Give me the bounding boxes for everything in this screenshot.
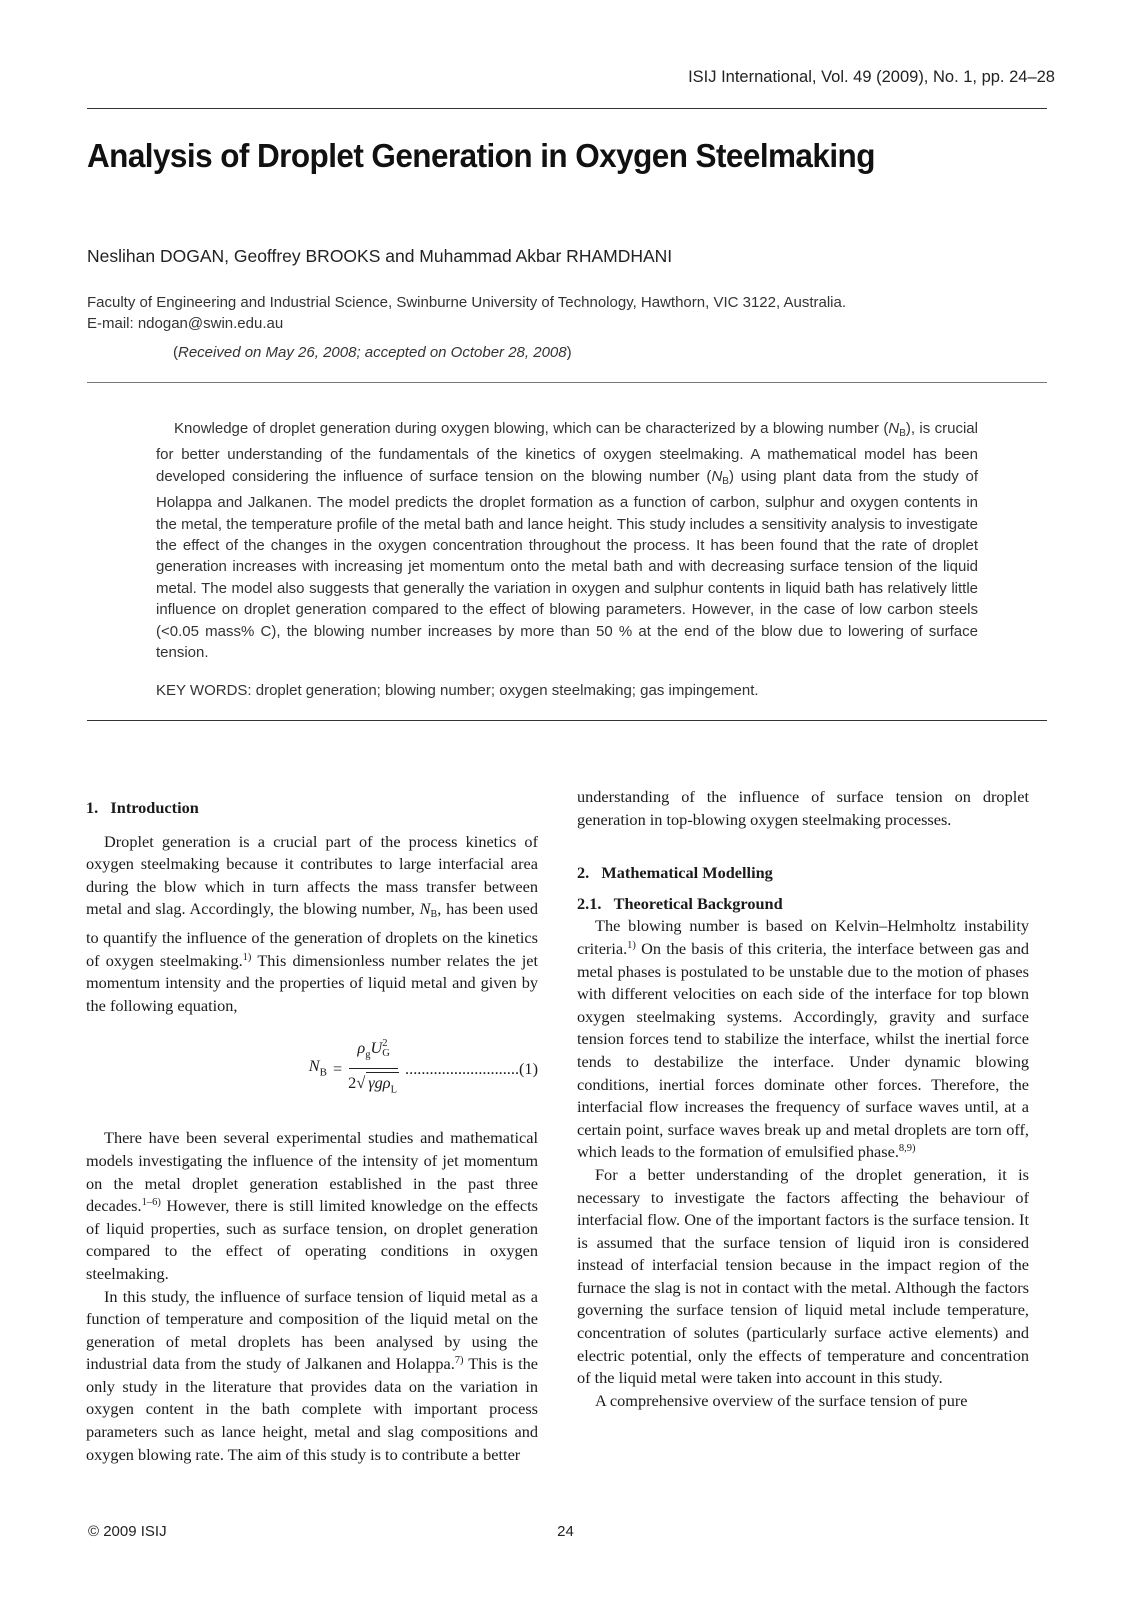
equation-denominator [348, 1069, 399, 1102]
abstract [156, 418, 978, 663]
subsection-heading-theoretical-background: 2.1. Theoretical Background [577, 893, 783, 913]
citation-ref[interactable]: 7) [454, 1355, 464, 1367]
equation-number: (1) [519, 1059, 538, 1079]
intro-paragraph-3 [86, 1286, 538, 1467]
equation-lhs-symbol: N [308, 1055, 320, 1075]
abstract-subscript-2: B [722, 475, 729, 487]
intro-p1-symbol: N [419, 899, 431, 919]
affiliation [87, 292, 846, 334]
citation-ref[interactable]: 1) [627, 939, 636, 951]
intro-p1-text-b: , has been used to quantify the influence of the generation of droplets on the kinetics of oxygen steelmaking. [86, 899, 539, 970]
intro-p3-text-b: This is the only study in the literature that provides data on the variation in oxygen content in the bath complete with important process parameters such as lance height, metal and slag compositions and oxygen blowing rate. The aim of this study is to contribute a better [86, 1354, 538, 1464]
abstract-subscript-1: B [899, 428, 906, 439]
intro-paragraph-1 [86, 831, 538, 1018]
received-dates [173, 344, 572, 361]
equation-radicand-subscript: L [390, 1084, 398, 1096]
page-number: 24 [557, 1523, 574, 1540]
equation-velocity-superscript: 2 [382, 1037, 388, 1049]
right-column [577, 786, 1029, 1412]
abstract-symbol-2: N [711, 467, 723, 485]
equation-root-sign: √ [356, 1073, 366, 1093]
intro-p3-text-a: In this study, the influence of surface tension of liquid metal as a function of temperature and composition of the liquid metal on the generation of metal droplets has been analysed by using the industrial data from the study of Jalkanen and Holappa. [86, 1286, 538, 1374]
intro-p2-text-b: However, there is still limited knowledge on the effects of liquid properties, such as surface tension, on droplet generation compared to the effect of operating conditions in oxygen steelmaking. [86, 1196, 538, 1283]
equation-fraction [348, 1037, 399, 1103]
theory-paragraph-2: For a better understanding of the droplet generation, it is necessary to investigate the factors affecting the behaviour of interfacial flow. One of the important factors is the surface tension. It is assumed that the surface tension of liquid iron is considered instead of interfacial tension because in the impact region of the furnace the slag is not in contact with the metal. Although the factors governing the surface tension of liquid metal include temperature, concentration of solutes (particularly surface active elements) and electric potential, only the effects of temperature and concentration of the liquid metal were taken into account in this study. [577, 1164, 1029, 1388]
abstract-symbol-1: N [888, 420, 900, 437]
citation-ref[interactable]: 1) [242, 951, 252, 963]
intro-p2-text-a: There have been several experimental studies and mathematical models investigating the influence of the intensity of jet momentum on the metal droplet generation established in the past three decades. [86, 1128, 538, 1216]
equation-numerator [349, 1037, 397, 1070]
intro-paragraph-2 [86, 1127, 538, 1285]
equation-leader-dots: ............................ [405, 1059, 520, 1079]
received-text: Received on May 26, 2008; accepted on October 28, 2008 [178, 344, 567, 361]
equation-lhs-subscript: B [319, 1066, 327, 1079]
equation-radicand-expr: γgρ [368, 1073, 391, 1093]
equation-rho-g-subscript: g [365, 1048, 371, 1060]
theory-p1-text-b: On the basis of this criteria, the interface between gas and metal phases is postulated to be unstable due to the motion of phases with different velocities on each side of the interface for top blown oxygen steelmaking systems. Accordingly, gravity and surface tension forces tend to stabilize the interface, whilst the inertial force tends to destabilize the interface. Under dynamic blowing conditions, inertial forces dominate other forces. Therefore, the interfacial flow increases the frequency of surface waves until, at a certain point, surface waves break up and metal droplets are torn off, which leads to the formation of emulsified phase. [577, 938, 1029, 1162]
journal-citation: ISIJ International, Vol. 49 (2009), No. 1, pp. 24–28 [688, 68, 1055, 86]
equation-lhs [309, 1055, 327, 1084]
equation-rho-g: ρ [357, 1037, 366, 1057]
section-heading-introduction: 1. Introduction [86, 798, 199, 817]
equation-radicand [366, 1072, 399, 1096]
footer-copyright: © 2009 ISIJ [88, 1523, 167, 1540]
author-list: Neslihan DOGAN, Geoffrey BROOKS and Muhammad Akbar RHAMDHANI [87, 246, 673, 266]
citation-ref[interactable]: 8,9) [898, 1143, 916, 1155]
paper-title: Analysis of Droplet Generation in Oxygen Steelmaking [87, 138, 875, 175]
received-close-paren: ) [566, 344, 572, 361]
intro-p1-subscript: B [430, 909, 438, 921]
theory-paragraph-3: A comprehensive overview of the surface tension of pure [595, 1390, 968, 1410]
header-rule [87, 108, 1047, 109]
equation-velocity-subscript: G [382, 1047, 390, 1059]
affiliation-email[interactable]: E-mail: ndogan@swin.edu.au [87, 315, 284, 332]
intro-p1-text-a: Droplet generation is a crucial part of the process kinetics of oxygen steelmaking because it contributes to large interfacial area during the blow which in turn affects the mass transfer between metal and slag. Accordingly, the blowing number, [86, 831, 538, 919]
equation-velocity: U [370, 1037, 383, 1057]
right-continuation-paragraph: understanding of the influence of surface tension on droplet generation in top-blowing oxygen steelmaking processes. [577, 787, 1029, 829]
abstract-text-3: ) using plant data from the study of Holappa and Jalkanen. The model predicts the droplet formation as a function of carbon, sulphur and oxygen contents in the metal, the temperature profile of the metal bath and lance height. This study includes a sensitivity analysis to investigate the effect of the changes in the oxygen concentration throughout the process. It has been found that the rate of droplet generation increases with increasing jet momentum onto the metal bath and with decreasing surface tension of the liquid metal. The model also suggests that generally the variation in oxygen and sulphur contents in liquid bath has relatively little influence on droplet generation compared to the effect of blowing parameters. However, in the case of low carbon steels (<0.05 mass% C), the blowing number increases by more than 50 % at the end of the blow due to lowering of surface tension. [156, 467, 978, 662]
theory-paragraph-1 [577, 915, 1029, 1164]
left-column [86, 797, 538, 1466]
abstract-bottom-rule [87, 720, 1047, 721]
intro-p1-text-c: This dimensionless number relates the jet momentum intensity and the properties of liquid metal and given by the following equation, [86, 950, 539, 1015]
abstract-text-1: Knowledge of droplet generation during oxygen blowing, which can be characterized by a blowing number ( [174, 420, 889, 437]
equation-equals: = [332, 1059, 343, 1079]
abstract-top-rule [87, 382, 1047, 383]
blowing-number-equation [86, 1033, 538, 1105]
affiliation-address: Faculty of Engineering and Industrial Science, Swinburne University of Technology, Hawthorn, VIC 3122, Australia. [87, 294, 847, 311]
section-heading-mathematical-modelling: 2. Mathematical Modelling [577, 863, 773, 883]
theory-p1-text-a: The blowing number is based on Kelvin–Helmholtz instability criteria. [577, 916, 1029, 958]
equation-two: 2 [348, 1073, 357, 1093]
received-open-paren: ( [173, 344, 178, 361]
abstract-text-2: ), is crucial for better understanding of the fundamentals of the kinetics of oxygen steelmaking. A mathematical model has been developed considering the influence of surface tension on the blowing number ( [156, 420, 978, 485]
citation-ref[interactable]: 1–6) [141, 1197, 161, 1209]
keywords: KEY WORDS: droplet generation; blowing number; oxygen steelmaking; gas impingement. [156, 682, 759, 699]
